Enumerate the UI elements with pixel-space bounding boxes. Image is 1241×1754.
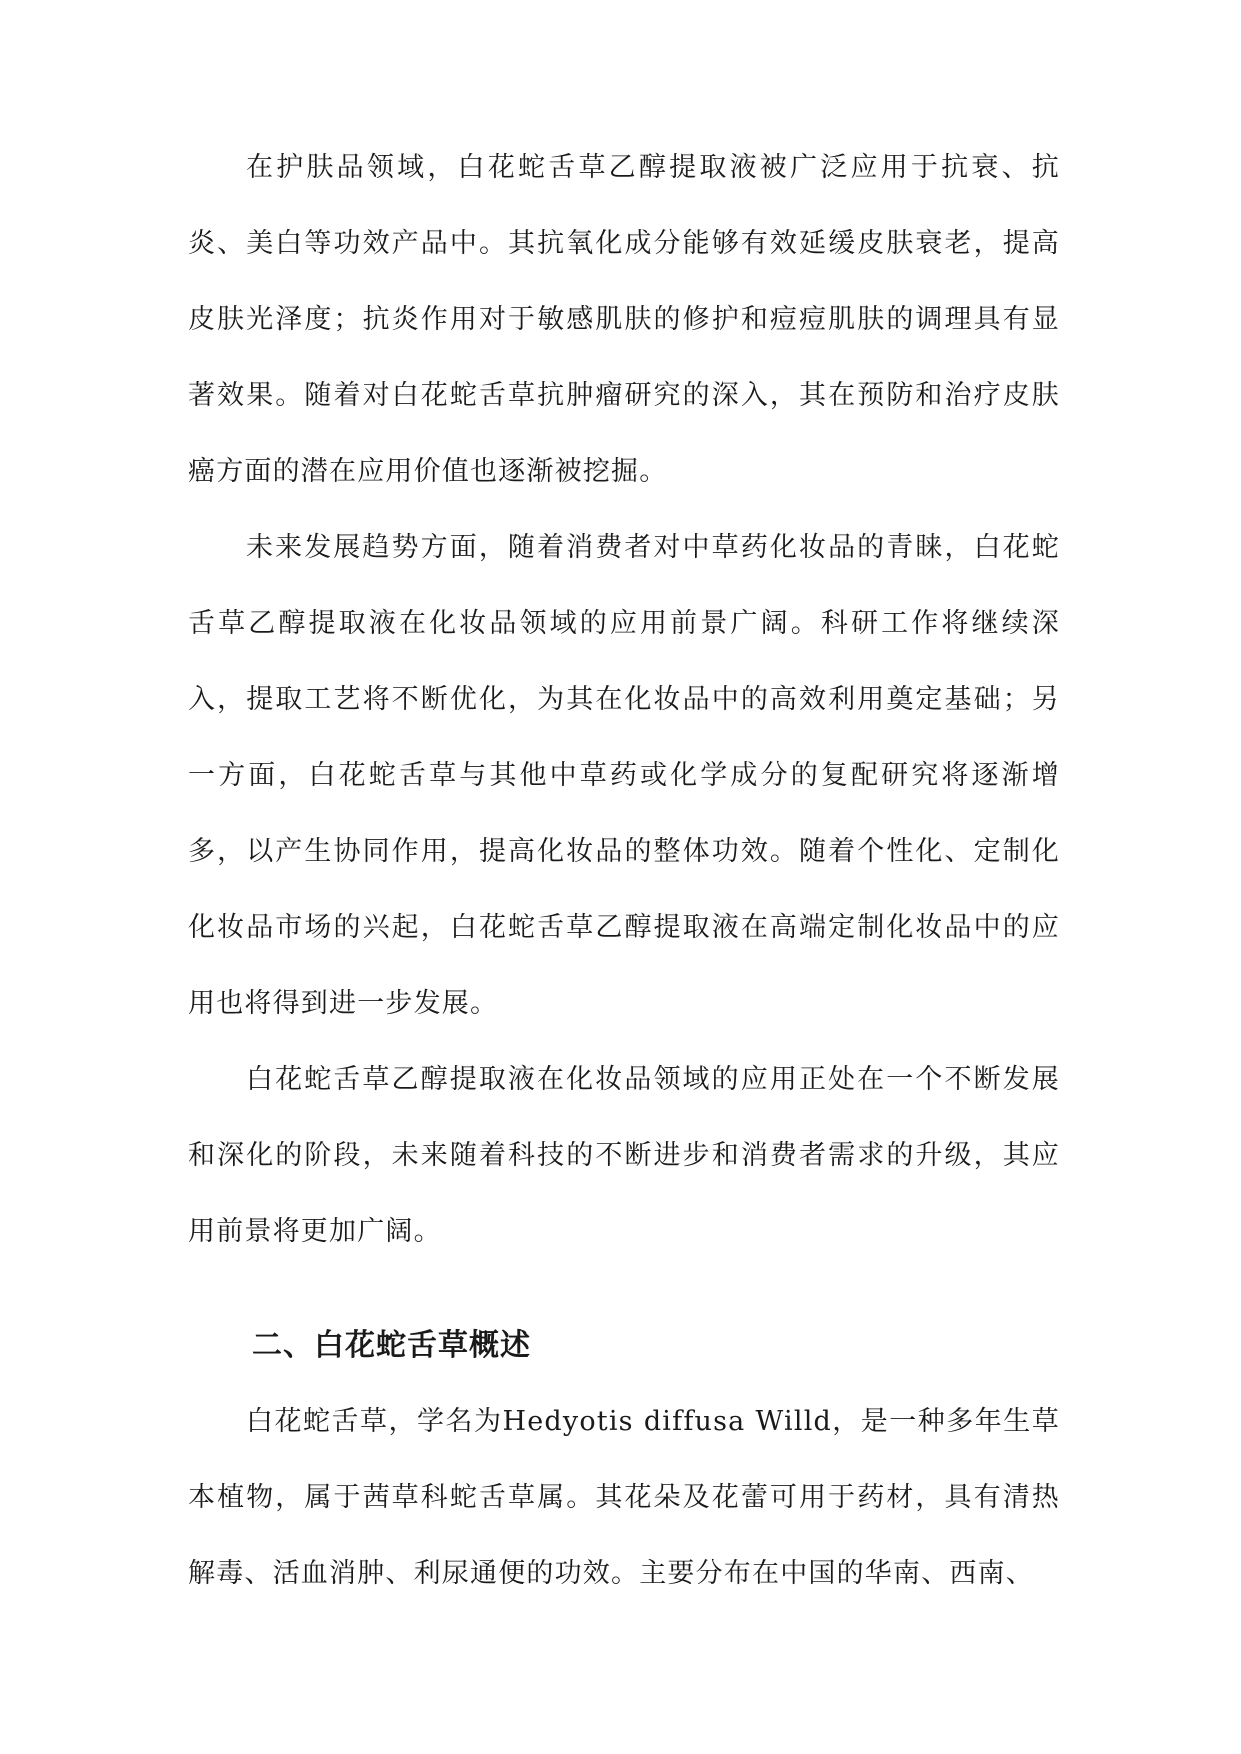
document-body [188,130,1060,1612]
paragraph-future-trends: 未来发展趋势方面，随着消费者对中草药化妆品的青睐，白花蛇舌草乙醇提取液在化妆品领域的应用前景广阔。科研工作将继续深入，提取工艺将不断优化，为其在化妆品中的高效利用奠定基础；另一方面，白花蛇舌草与其他中草药或化学成分的复配研究将逐渐增多，以产生协同作用，提高化妆品的整体功效。随着个性化、定制化化妆品市场的兴起，白花蛇舌草乙醇提取液在高端定制化妆品中的应用也将得到进一步发展。 [188,532,1060,1019]
paragraph-overview: 白花蛇舌草，学名为Hedyotis diffusa Willd，是一种多年生草本植物，属于茜草科蛇舌草属。其花朵及花蕾可用于药材，具有清热解毒、活血消肿、利尿通便的功效。主要分布在中国的华南、西南、 [188,1406,1060,1589]
section-heading: 二、白花蛇舌草概述 [252,1328,531,1363]
paragraph-summary: 白花蛇舌草乙醇提取液在化妆品领域的应用正处在一个不断发展和深化的阶段，未来随着科技的不断进步和消费者需求的升级，其应用前景将更加广阔。 [188,1064,1060,1247]
paragraph-skincare: 在护肤品领域，白花蛇舌草乙醇提取液被广泛应用于抗衰、抗炎、美白等功效产品中。其抗氧化成分能够有效延缓皮肤衰老，提高皮肤光泽度；抗炎作用对于敏感肌肤的修护和痘痘肌肤的调理具有显著效果。随着对白花蛇舌草抗肿瘤研究的深入，其在预防和治疗皮肤癌方面的潜在应用价值也逐渐被挖掘。 [188,152,1060,487]
